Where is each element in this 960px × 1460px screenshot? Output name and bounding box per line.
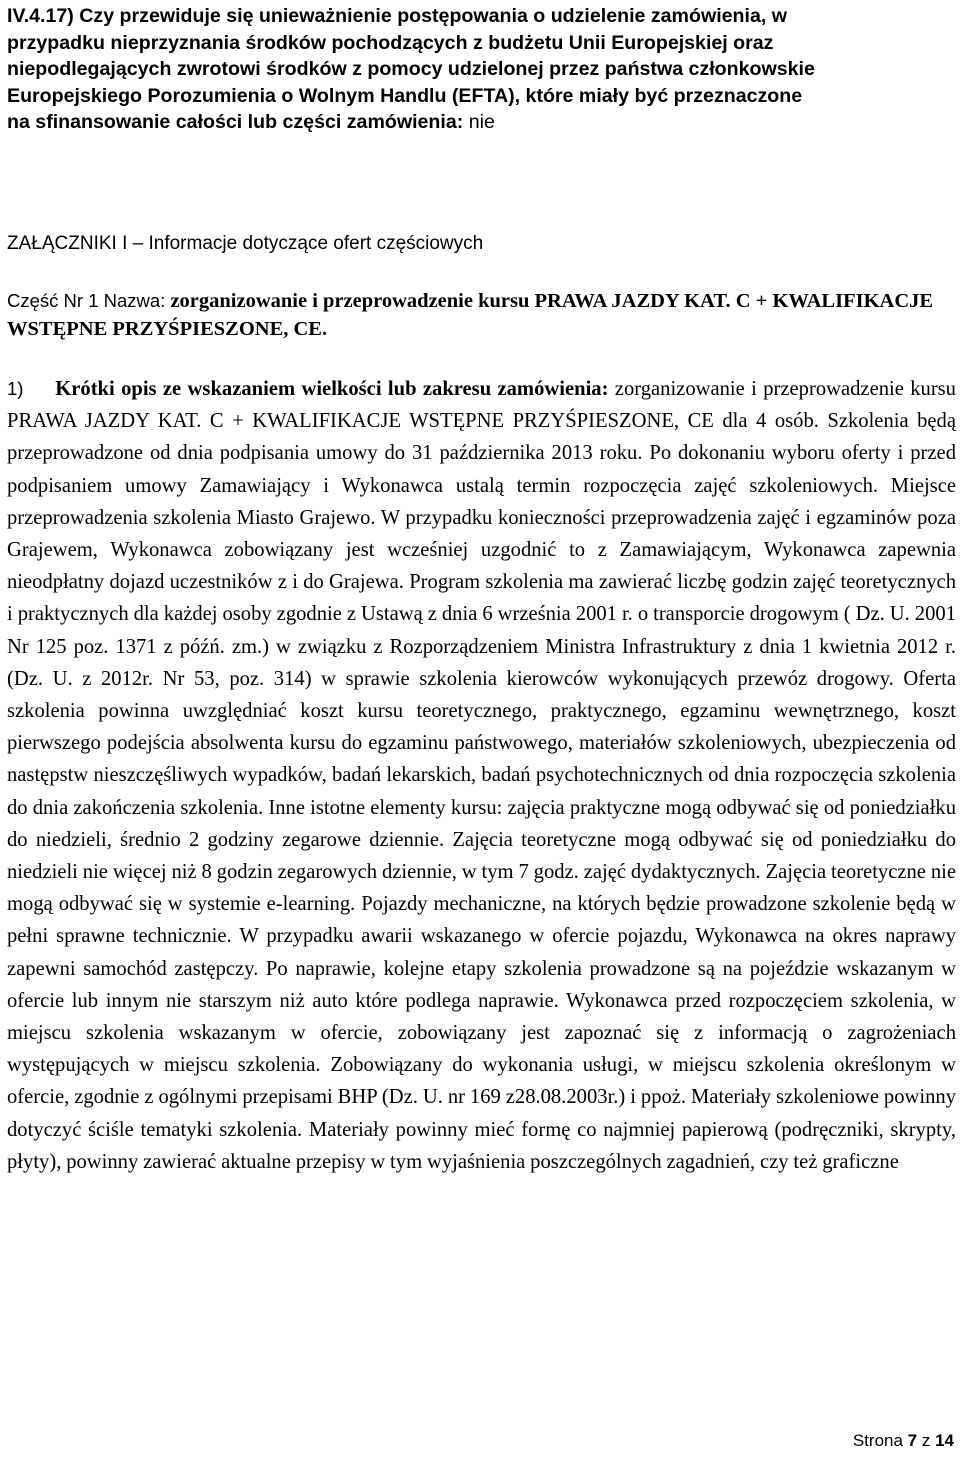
section-heading-line: niepodlegających zwrotowi środków z pomocy udzielonej przez państwa członkowskie — [7, 58, 815, 80]
page-number-prefix: Strona — [852, 1431, 908, 1450]
description-number: 1) — [7, 378, 24, 399]
section-heading-last-line: na sfinansowanie całości lub części zamówienia: — [7, 111, 464, 133]
description-paragraph — [7, 373, 956, 1178]
page-number — [853, 1430, 954, 1452]
part-label: Część Nr 1 Nazwa: — [7, 290, 166, 311]
section-heading — [7, 3, 957, 136]
part-heading — [7, 287, 957, 343]
description-text: zorganizowanie i przeprowadzenie kursu PRAWA JAZDY KAT. C + KWALIFIKACJE WSTĘPNE PRZYŚPIESZONE, CE dla 4 osób. Szkolenia będą przeprowadzone od dnia podpisania umowy do 31 października 2013 roku. Po dokonaniu wyboru oferty i przed podpisaniem umowy Zamawiający i Wykonawca ustalą termin rozpoczęcia zajęć szkoleniowych. Miejsce przeprowadzenia szkolenia Miasto Grajewo. W przypadku konieczności przeprowadzenia zajęć i egzaminów poza Grajewem, Wykonawca zobowiązany jest wcześniej uzgodnić to z Zamawiającym, Wykonawca zapewnia nieodpłatny dojazd uczestników z i do Grajewa. Program szkolenia ma zawierać liczbę godzin zajęć teoretycznych i praktycznych dla każdej osoby zgodnie z Ustawą z dnia 6 września 2001 r. o transporcie drogowym ( Dz. U. 2001 Nr 125 poz. 1371 z późń. zm.) w związku z Rozporządzeniem Ministra Infrastruktury z dnia 1 kwietnia 2012 r. (Dz. U. z 2012r. Nr 53, poz. 314) w sprawie szkolenia kierowców wykonujących przewóz drogowy. Oferta szkolenia powinna uwzględniać koszt kursu teoretycznego, praktycznego, egzaminu wewnętrznego, koszt pierwszego podejścia absolwenta kursu do egzaminu państwowego, materiałów szkoleniowych, ubezpieczenia od następstw nieszczęśliwych wypadków, badań lekarskich, badań psychotechnicznych od dnia rozpoczęcia szkolenia do dnia zakończenia szkolenia. Inne istotne elementy kursu: zajęcia praktyczne mogą odbywać się od poniedziałku do niedzieli, średnio 2 godziny zegarowe dziennie. Zajęcia teoretyczne mogą odbywać się od poniedziałku do niedzieli nie więcej niż 8 godzin zegarowych dziennie, w tym 7 godz. zajęć dydaktycznych. Zajęcia teoretyczne nie mogą odbywać się w systemie e-learning. Pojazdy mechaniczne, na których będzie prowadzone szkolenie będą w pełni sprawne technicznie. W przypadku awarii wskazanego w ofercie pojazdu, Wykonawca na okres naprawy zapewni samochód zastępczy. Po naprawie, kolejne etapy szkolenia prowadzone są na pojeździe wskazanym w ofercie lub innym nie starszym niż auto które podlega naprawie. Wykonawca przed rozpoczęciem szkolenia, w miejscu szkolenia wskazanym w ofercie, zobowiązany jest zapoznać się z informacją o zagrożeniach występujących w miejscu szkolenia. Zobowiązany do wykonania usługi, w miejscu szkolenia określonym w ofercie, zgodnie z ogólnymi przepisami BHP (Dz. U. nr 169 z28.08.2003r.) i ppoż. Materiały szkoleniowe powinny dotyczyć ściśle tematyki szkolenia. Materiały powinny mieć formę co najmniej papierową (podręczniki, skrypty, płyty), powinny zawierać aktualne przepisy w tym wyjaśnienia poszczególnych zagadnień, czy też graficzne — [7, 378, 956, 1173]
page-number-separator: z — [917, 1431, 936, 1450]
section-heading-line: przypadku nieprzyznania środków pochodzących z budżetu Unii Europejskiej oraz — [7, 31, 774, 54]
section-heading-line: Europejskiego Porozumienia o Wolnym Handlu (EFTA), które miały być przeznaczone — [7, 84, 803, 107]
description-label: Krótki opis ze wskazaniem wielkości lub zakresu zamówienia: — [55, 378, 609, 400]
section-answer: nie — [463, 111, 495, 133]
section-heading-line: IV.4.17) Czy przewiduje się unieważnienie postępowania o udzielenie zamówienia, w — [7, 5, 787, 27]
section-heading-line — [7, 109, 957, 136]
page-number-current: 7 — [907, 1431, 918, 1450]
attachment-title: ZAŁĄCZNIKI I – Informacje dotyczące ofert częściowych — [7, 233, 484, 254]
part-name: zorganizowanie i przeprowadzenie kursu PRAWA JAZDY KAT. C + KWALIFIKACJE WSTĘPNE PRZYŚPIESZONE, CE. — [7, 290, 934, 340]
page-number-total: 14 — [935, 1431, 954, 1450]
